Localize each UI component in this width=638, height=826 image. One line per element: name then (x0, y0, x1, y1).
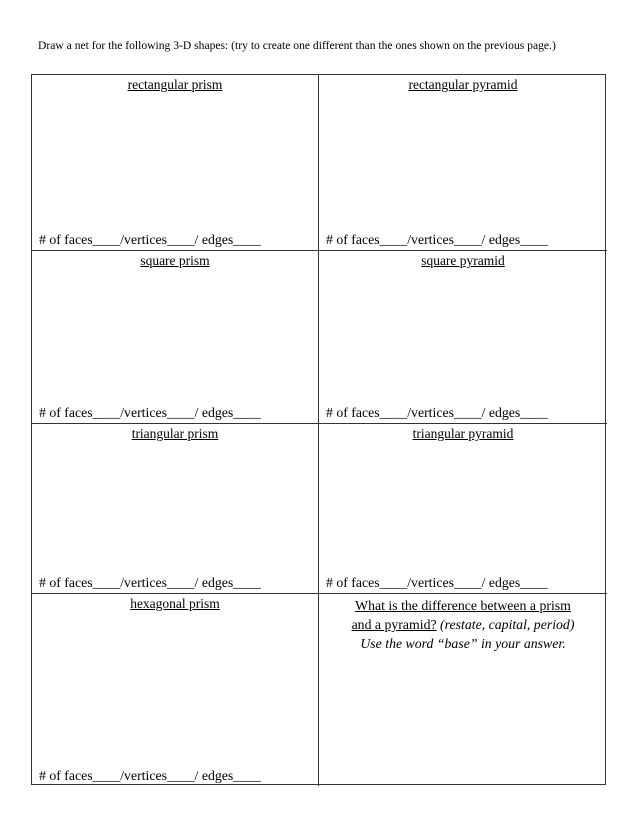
instructions-text: Draw a net for the following 3-D shapes: (try to create one different than the ones shown on the previous page.) (38, 39, 556, 52)
question-line-1: What is the difference between a prism (355, 598, 571, 613)
shape-title: rectangular pyramid (408, 77, 518, 92)
cell-question (319, 594, 607, 786)
worksheet-grid (31, 74, 606, 785)
cell-hexagonal-prism (32, 594, 319, 786)
shape-title: triangular pyramid (412, 426, 514, 441)
count-answer-line: # of faces____/vertices____/ edges____ (326, 575, 548, 590)
count-answer-line: # of faces____/vertices____/ edges____ (39, 232, 261, 247)
question-text (321, 596, 605, 653)
question-line-2-hint: (restate, capital, period) (436, 617, 575, 632)
cell-triangular-prism (32, 424, 319, 594)
question-line-2: and a pyramid? (351, 617, 437, 632)
cell-rectangular-pyramid (319, 75, 607, 251)
shape-title: rectangular prism (127, 77, 223, 92)
cell-square-pyramid (319, 251, 607, 424)
shape-title: square pyramid (421, 253, 505, 268)
cell-rectangular-prism (32, 75, 319, 251)
shape-title: hexagonal prism (130, 596, 220, 611)
count-answer-line: # of faces____/vertices____/ edges____ (39, 768, 261, 783)
count-answer-line: # of faces____/vertices____/ edges____ (39, 405, 261, 420)
cell-square-prism (32, 251, 319, 424)
count-answer-line: # of faces____/vertices____/ edges____ (39, 575, 261, 590)
cell-triangular-pyramid (319, 424, 607, 594)
question-line-3: Use the word “base” in your answer. (360, 636, 566, 651)
shape-title: square prism (140, 253, 210, 268)
shape-title: triangular prism (131, 426, 219, 441)
count-answer-line: # of faces____/vertices____/ edges____ (326, 232, 548, 247)
count-answer-line: # of faces____/vertices____/ edges____ (326, 405, 548, 420)
